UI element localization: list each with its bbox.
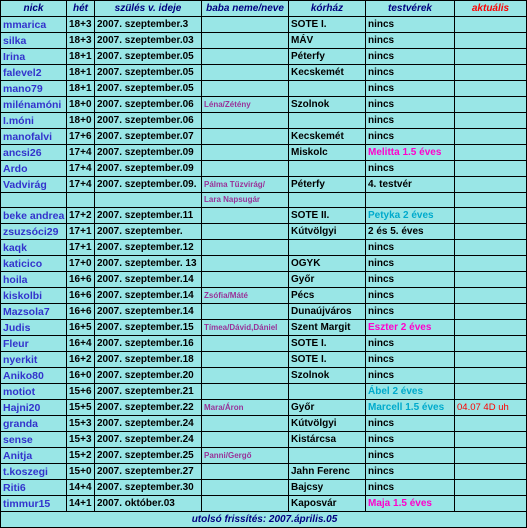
nick-cell: t.koszegi xyxy=(1,464,67,480)
korhaz-cell xyxy=(289,384,366,400)
testverek-cell: nincs xyxy=(366,272,455,288)
testverek-cell: Ábel 2 éves xyxy=(366,384,455,400)
baba-cell: Pálma Tűzvirág/ xyxy=(202,177,289,193)
table-row xyxy=(1,368,527,384)
table-row xyxy=(1,480,527,496)
testverek-cell: nincs xyxy=(366,464,455,480)
baba-cell xyxy=(202,129,289,145)
aktualis-cell xyxy=(455,368,527,384)
aktualis-cell xyxy=(455,240,527,256)
date-cell: 2007. szeptember.16 xyxy=(95,336,202,352)
korhaz-cell: Szent Margit xyxy=(289,320,366,336)
date-cell: 2007. szeptember.14 xyxy=(95,288,202,304)
date-cell: 2007. szeptember.09 xyxy=(95,145,202,161)
nick-cell: hoila xyxy=(1,272,67,288)
aktualis-cell xyxy=(455,129,527,145)
korhaz-cell xyxy=(289,161,366,177)
date-cell: 2007. szeptember.05 xyxy=(95,81,202,97)
baba-cell xyxy=(202,65,289,81)
date-cell: 2007. szeptember. 13 xyxy=(95,256,202,272)
testverek-cell: nincs xyxy=(366,49,455,65)
baba-cell xyxy=(202,432,289,448)
table-row xyxy=(1,208,527,224)
het-cell: 15+3 xyxy=(67,432,95,448)
nick-cell: ancsi26 xyxy=(1,145,67,161)
nick-cell: nyerkit xyxy=(1,352,67,368)
nick-cell: Aniko80 xyxy=(1,368,67,384)
aktualis-cell xyxy=(455,49,527,65)
het-cell: 16+4 xyxy=(67,336,95,352)
date-cell: 2007. szeptember.27 xyxy=(95,464,202,480)
aktualis-cell xyxy=(455,288,527,304)
table-row xyxy=(1,81,527,97)
korhaz-cell: OGYK xyxy=(289,256,366,272)
baba-cell: Mara/Áron xyxy=(202,400,289,416)
testverek-cell: nincs xyxy=(366,113,455,129)
nick-cell: mmarica xyxy=(1,17,67,33)
baba-cell xyxy=(202,33,289,49)
aktualis-cell xyxy=(455,224,527,240)
baba-cell xyxy=(202,368,289,384)
aktualis-cell xyxy=(455,272,527,288)
testverek-cell: nincs xyxy=(366,288,455,304)
baba-cell xyxy=(202,496,289,512)
header-aktualis: aktuális xyxy=(455,1,527,17)
het-cell: 17+2 xyxy=(67,208,95,224)
testverek-cell: nincs xyxy=(366,304,455,320)
nick-cell: timmur15 xyxy=(1,496,67,512)
korhaz-cell: Kistárcsa xyxy=(289,432,366,448)
footer-row xyxy=(1,512,527,528)
header-het: hét xyxy=(67,1,95,17)
baba-cell: Zsófia/Máté xyxy=(202,288,289,304)
baba-cell xyxy=(202,272,289,288)
table-row xyxy=(1,161,527,177)
testverek-cell: nincs xyxy=(366,33,455,49)
korhaz-cell: Jahn Ferenc xyxy=(289,464,366,480)
baba-cell xyxy=(202,224,289,240)
aktualis-cell xyxy=(455,145,527,161)
het-cell: 18+1 xyxy=(67,81,95,97)
nick-cell: Anitja xyxy=(1,448,67,464)
het-cell: 18+1 xyxy=(67,49,95,65)
aktualis-cell xyxy=(455,448,527,464)
table-row xyxy=(1,17,527,33)
baba-cell xyxy=(202,17,289,33)
testverek-cell: nincs xyxy=(366,161,455,177)
baba-cell xyxy=(202,352,289,368)
het-cell: 17+4 xyxy=(67,161,95,177)
baba-cell xyxy=(202,256,289,272)
testverek-cell: nincs xyxy=(366,240,455,256)
nick-cell: Riti6 xyxy=(1,480,67,496)
table-row xyxy=(1,224,527,240)
nick-cell: Judis xyxy=(1,320,67,336)
aktualis-cell: 04.07 4D uh xyxy=(455,400,527,416)
date-cell: 2007. szeptember.14 xyxy=(95,272,202,288)
korhaz-cell: Győr xyxy=(289,272,366,288)
korhaz-cell: Bajcsy xyxy=(289,480,366,496)
nick-cell: katicico xyxy=(1,256,67,272)
aktualis-cell xyxy=(455,17,527,33)
aktualis-cell xyxy=(455,416,527,432)
nick-cell: Irina xyxy=(1,49,67,65)
table-row xyxy=(1,33,527,49)
testverek-cell: nincs xyxy=(366,368,455,384)
baba-cell xyxy=(202,240,289,256)
date-cell: 2007. szeptember.06 xyxy=(95,97,202,113)
nick-cell: Hajni20 xyxy=(1,400,67,416)
testverek-cell: Eszter 2 éves xyxy=(366,320,455,336)
baba-cell xyxy=(202,336,289,352)
table-row xyxy=(1,145,527,161)
table-row xyxy=(1,320,527,336)
aktualis-cell xyxy=(455,320,527,336)
korhaz-cell xyxy=(289,81,366,97)
het-cell: 17+4 xyxy=(67,145,95,161)
date-cell: 2007. szeptember.24 xyxy=(95,416,202,432)
baba-cell xyxy=(202,113,289,129)
korhaz-cell: Szolnok xyxy=(289,368,366,384)
table-row xyxy=(1,496,527,512)
date-cell: 2007. szeptember.18 xyxy=(95,352,202,368)
korhaz-cell: Szolnok xyxy=(289,97,366,113)
table-row xyxy=(1,113,527,129)
korhaz-cell: Kecskemét xyxy=(289,129,366,145)
nick-cell: beke andrea xyxy=(1,208,67,224)
baba-cell xyxy=(202,208,289,224)
table-row xyxy=(1,129,527,145)
nick-cell: granda xyxy=(1,416,67,432)
baba-cell: Léna/Zétény xyxy=(202,97,289,113)
baba-cell xyxy=(202,384,289,400)
date-cell: 2007. szeptember.3 xyxy=(95,17,202,33)
testverek-cell: nincs xyxy=(366,336,455,352)
testverek-cell: nincs xyxy=(366,81,455,97)
table-row xyxy=(1,240,527,256)
table-row xyxy=(1,65,527,81)
aktualis-cell xyxy=(455,480,527,496)
nick-cell: kaqk xyxy=(1,240,67,256)
nick-cell: silka xyxy=(1,33,67,49)
baba-cell: Lara Napsugár xyxy=(202,193,289,208)
het-cell: 17+1 xyxy=(67,224,95,240)
aktualis-cell xyxy=(455,496,527,512)
table-row xyxy=(1,384,527,400)
het-cell: 18+3 xyxy=(67,17,95,33)
table-row xyxy=(1,416,527,432)
nick-cell: Mazsola7 xyxy=(1,304,67,320)
nick-cell: Ardo xyxy=(1,161,67,177)
table-row xyxy=(1,304,527,320)
testverek-cell: nincs xyxy=(366,352,455,368)
het-cell: 17+4 xyxy=(67,177,95,193)
testverek-cell: nincs xyxy=(366,65,455,81)
korhaz-cell: SOTE I. xyxy=(289,352,366,368)
nick-cell: falevel2 xyxy=(1,65,67,81)
date-cell: 2007. szeptember.09 xyxy=(95,161,202,177)
header-korhaz: kórház xyxy=(289,1,366,17)
korhaz-cell: Miskolc xyxy=(289,145,366,161)
baba-cell xyxy=(202,145,289,161)
korhaz-cell: MÁV xyxy=(289,33,366,49)
aktualis-cell xyxy=(455,432,527,448)
korhaz-cell: Pécs xyxy=(289,288,366,304)
aktualis-cell xyxy=(455,81,527,97)
nick-cell: motiot xyxy=(1,384,67,400)
het-cell: 16+6 xyxy=(67,304,95,320)
date-cell: 2007. szeptember.30 xyxy=(95,480,202,496)
date-cell: 2007. szeptember.05 xyxy=(95,49,202,65)
header-nick: nick xyxy=(1,1,67,17)
korhaz-cell: SOTE II. xyxy=(289,208,366,224)
date-cell xyxy=(95,193,202,208)
korhaz-cell: Kaposvár xyxy=(289,496,366,512)
korhaz-cell: Kútvölgyi xyxy=(289,416,366,432)
testverek-cell: nincs xyxy=(366,480,455,496)
date-cell: 2007. szeptember.06 xyxy=(95,113,202,129)
het-cell: 15+2 xyxy=(67,448,95,464)
testverek-cell xyxy=(366,193,455,208)
date-cell: 2007. szeptember. xyxy=(95,224,202,240)
aktualis-cell xyxy=(455,256,527,272)
het-cell: 16+6 xyxy=(67,272,95,288)
date-cell: 2007. szeptember.09. xyxy=(95,177,202,193)
korhaz-cell: Péterfy xyxy=(289,177,366,193)
het-cell: 16+5 xyxy=(67,320,95,336)
baba-cell xyxy=(202,480,289,496)
het-cell: 16+0 xyxy=(67,368,95,384)
table-row xyxy=(1,193,527,208)
table-row xyxy=(1,400,527,416)
date-cell: 2007. szeptember.03 xyxy=(95,33,202,49)
korhaz-cell: Győr xyxy=(289,400,366,416)
aktualis-cell xyxy=(455,161,527,177)
last-updated: utolsó frissítés: 2007.április.05 xyxy=(1,512,527,528)
het-cell: 18+1 xyxy=(67,65,95,81)
table-row xyxy=(1,448,527,464)
baba-cell: Tímea/Dávid,Dániel xyxy=(202,320,289,336)
date-cell: 2007. szeptember.05 xyxy=(95,65,202,81)
baba-cell xyxy=(202,81,289,97)
korhaz-cell: Dunaújváros xyxy=(289,304,366,320)
aktualis-cell xyxy=(455,113,527,129)
nick-cell: milénamóni xyxy=(1,97,67,113)
baba-cell xyxy=(202,304,289,320)
table-row xyxy=(1,288,527,304)
testverek-cell: nincs xyxy=(366,129,455,145)
date-cell: 2007. szeptember.14 xyxy=(95,304,202,320)
date-cell: 2007. szeptember.22 xyxy=(95,400,202,416)
aktualis-cell xyxy=(455,336,527,352)
testverek-cell: nincs xyxy=(366,17,455,33)
het-cell: 15+5 xyxy=(67,400,95,416)
het-cell: 17+6 xyxy=(67,129,95,145)
testverek-cell: nincs xyxy=(366,448,455,464)
korhaz-cell: Kecskemét xyxy=(289,65,366,81)
het-cell: 17+1 xyxy=(67,240,95,256)
het-cell: 15+6 xyxy=(67,384,95,400)
date-cell: 2007. szeptember.07 xyxy=(95,129,202,145)
testverek-cell: Maja 1.5 éves xyxy=(366,496,455,512)
aktualis-cell xyxy=(455,177,527,193)
nick-cell: sense xyxy=(1,432,67,448)
testverek-cell: 4. testvér xyxy=(366,177,455,193)
aktualis-cell xyxy=(455,65,527,81)
aktualis-cell xyxy=(455,384,527,400)
table-row xyxy=(1,336,527,352)
nick-cell: kiskolbi xyxy=(1,288,67,304)
testverek-cell: nincs xyxy=(366,432,455,448)
aktualis-cell xyxy=(455,33,527,49)
korhaz-cell: Péterfy xyxy=(289,49,366,65)
het-cell: 14+4 xyxy=(67,480,95,496)
korhaz-cell xyxy=(289,113,366,129)
testverek-cell: nincs xyxy=(366,416,455,432)
header-testverek: testvérek xyxy=(366,1,455,17)
nick-cell xyxy=(1,193,67,208)
korhaz-cell xyxy=(289,448,366,464)
date-cell: 2007. szeptember.24 xyxy=(95,432,202,448)
het-cell: 16+2 xyxy=(67,352,95,368)
nick-cell: manofalvi xyxy=(1,129,67,145)
date-cell: 2007. szeptember.11 xyxy=(95,208,202,224)
baba-cell xyxy=(202,49,289,65)
nick-cell: Fleur xyxy=(1,336,67,352)
header-szules: szülés v. ideje xyxy=(95,1,202,17)
het-cell: 14+1 xyxy=(67,496,95,512)
korhaz-cell xyxy=(289,193,366,208)
table-row xyxy=(1,49,527,65)
table-row xyxy=(1,256,527,272)
date-cell: 2007. október.03 xyxy=(95,496,202,512)
korhaz-cell: SOTE I. xyxy=(289,336,366,352)
nick-cell: Vadvirág xyxy=(1,177,67,193)
het-cell: 18+3 xyxy=(67,33,95,49)
nick-cell: zsuzsóci29 xyxy=(1,224,67,240)
table-row xyxy=(1,352,527,368)
testverek-cell: Petyka 2 éves xyxy=(366,208,455,224)
het-cell: 15+3 xyxy=(67,416,95,432)
aktualis-cell xyxy=(455,352,527,368)
testverek-cell: nincs xyxy=(366,97,455,113)
date-cell: 2007. szeptember.25 xyxy=(95,448,202,464)
testverek-cell: Marcell 1.5 éves xyxy=(366,400,455,416)
date-cell: 2007. szeptember.21 xyxy=(95,384,202,400)
korhaz-cell: SOTE I. xyxy=(289,17,366,33)
het-cell: 16+6 xyxy=(67,288,95,304)
het-cell: 18+0 xyxy=(67,113,95,129)
aktualis-cell xyxy=(455,208,527,224)
het-cell: 15+0 xyxy=(67,464,95,480)
het-cell xyxy=(67,193,95,208)
table-row xyxy=(1,177,527,193)
korhaz-cell xyxy=(289,240,366,256)
testverek-cell: 2 és 5. éves xyxy=(366,224,455,240)
het-cell: 18+0 xyxy=(67,97,95,113)
nick-cell: I.móni xyxy=(1,113,67,129)
table-row xyxy=(1,97,527,113)
aktualis-cell xyxy=(455,193,527,208)
date-cell: 2007. szeptember.15 xyxy=(95,320,202,336)
korhaz-cell: Kútvölgyi xyxy=(289,224,366,240)
date-cell: 2007. szeptember.20 xyxy=(95,368,202,384)
header-baba: baba neme/neve xyxy=(202,1,289,17)
baba-cell xyxy=(202,416,289,432)
date-cell: 2007. szeptember.12 xyxy=(95,240,202,256)
table-row xyxy=(1,272,527,288)
aktualis-cell xyxy=(455,97,527,113)
header-row xyxy=(1,1,527,17)
nick-cell: mano79 xyxy=(1,81,67,97)
testverek-cell: nincs xyxy=(366,256,455,272)
baba-cell xyxy=(202,161,289,177)
table-row xyxy=(1,432,527,448)
baba-cell: Panni/Gergő xyxy=(202,448,289,464)
het-cell: 17+0 xyxy=(67,256,95,272)
aktualis-cell xyxy=(455,304,527,320)
testverek-cell: Melitta 1.5 éves xyxy=(366,145,455,161)
